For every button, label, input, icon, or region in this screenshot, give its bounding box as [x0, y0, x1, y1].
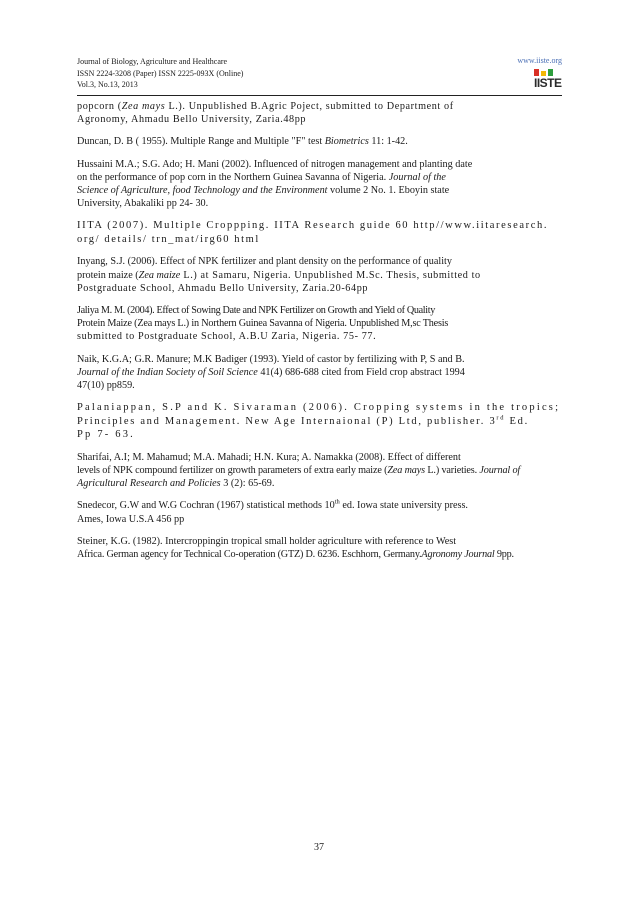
reference-item: Jaliya M. M. (2004). Effect of Sowing Date and NPK Fertilizer on Growth and Yield of Quality Protein Maize (Zea mays L.) in Northern Guinea Savanna of Nigeria. Unpublished M,sc Thesis submitted to Postgraduate School, A.B.U Zaria, Nigeria. 75- 77.: [77, 305, 449, 343]
reference-item: Palaniappan, S.P and K. Sivaraman (2006). Cropping systems in the tropics; Principles and Management. New Age Internaional (P) Ltd, publisher. 3rd Ed. Pp 7- 63.: [77, 402, 561, 441]
journal-name: Journal of Biology, Agriculture and Healthcare: [77, 57, 228, 66]
logo-wordmark: IISTE: [534, 76, 562, 90]
header-divider: [77, 95, 562, 96]
page-header: [77, 56, 562, 96]
reference-item: Inyang, S.J. (2006). Effect of NPK fertilizer and plant density on the performance of quality protein maize (Zea maize L.) at Samaru, Nigeria. Unpublished M.Sc. Thesis, submitted to Postgraduate School, Ahmadu Bello University, Zaria.20-64pp: [77, 256, 481, 294]
reference-item: Hussaini M.A.; S.G. Ado; H. Mani (2002). Influenced of nitrogen management and planting date on the performance of pop corn in the Northern Guinea Savanna of Nigeria. Journal of the Science of Agriculture, food Technology and the Environment volume 2 No. 1. Eboyin state University, Abakaliki pp 24- 30.: [77, 158, 473, 210]
reference-list: [77, 100, 565, 570]
reference-item: popcorn (Zea mays L.). Unpublished B.Agric Poject, submitted to Department of Agronomy, Ahmadu Bello University, Zaria.48pp: [77, 101, 454, 126]
journal-volume: Vol.3, No.13, 2013: [77, 80, 138, 89]
reference-item: IITA (2007). Multiple Croppping. IITA Research guide 60 http//www.iitaresearch. org/ details/ trn_mat/irg60 html: [77, 220, 549, 245]
logo-figures-icon: [534, 68, 560, 76]
journal-website-link[interactable]: www.iiste.org: [517, 56, 562, 65]
reference-item: Naik, K.G.A; G.R. Manure; M.K Badiger (1993). Yield of castor by fertilizing with P, S and B. Journal of the Indian Society of Soil Science 41(4) 686-688 cited from Field crop abstract 1994 47(10) pp859.: [77, 353, 465, 392]
reference-item: Snedecor, G.W and W.G Cochran (1967) statistical methods 10th ed. Iowa state university press. Ames, Iowa U.S.A 456 pp: [77, 498, 468, 525]
journal-issn: ISSN 2224-3208 (Paper) ISSN 2225-093X (Online): [77, 68, 244, 78]
page-number: 37: [314, 842, 324, 853]
iiste-logo: [534, 68, 560, 92]
reference-item: Duncan, D. B ( 1955). Multiple Range and Multiple "F" test Biometrics 11: 1-42.: [77, 136, 408, 148]
reference-item: Steiner, K.G. (1982). Intercroppingin tropical small holder agriculture with reference to West Africa. German agency for Technical Co-operation (GTZ) D. 6236. Eschhorn, Germany.Agronomy Journal 9pp.: [77, 535, 514, 560]
reference-item: Sharifai, A.I; M. Mahamud; M.A. Mahadi; H.N. Kura; A. Namakka (2008). Effect of different levels of NPK compound fertilizer on growth parameters of extra early maize (Zea mays L.) varieties. Journal of Agricultural Research and Policies 3 (2): 65-69.: [77, 451, 521, 490]
